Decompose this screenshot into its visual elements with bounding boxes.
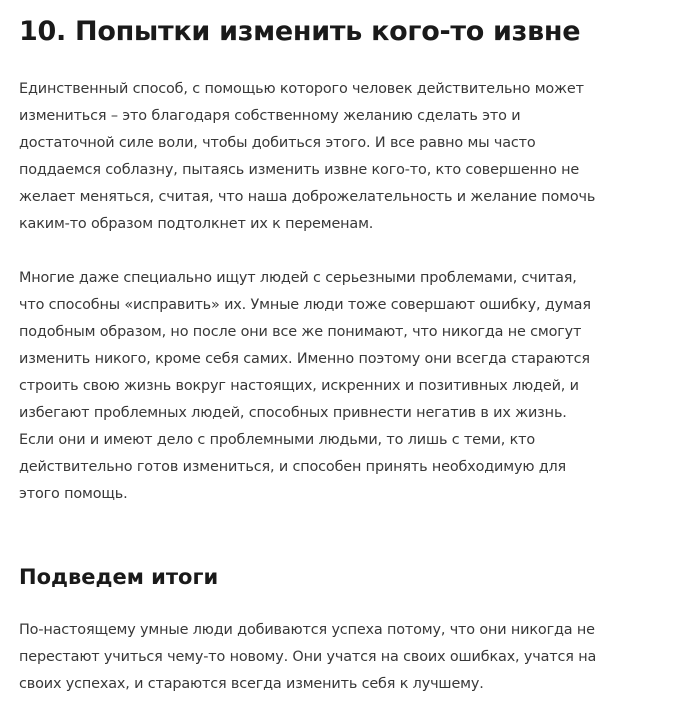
paragraph-line: своих успехах, и стараются всегда изменить себя к лучшему.: [19, 676, 484, 692]
paragraph-line: каким-то образом подтолкнет их к переменам.: [19, 216, 374, 232]
paragraph: [19, 617, 596, 698]
paragraph-line: поддаемся соблазну, пытаясь изменить извне кого-то, кто совершенно не: [19, 162, 580, 178]
paragraph: [19, 76, 595, 238]
section-heading: 10. Попытки изменить кого-то извне: [19, 16, 581, 47]
paragraph-line: подобным образом, но после они все же понимают, что никогда не смогут: [19, 324, 582, 340]
paragraph-line: строить свою жизнь вокруг настоящих, искренних и позитивных людей, и: [19, 378, 579, 394]
paragraph-line: достаточной силе воли, чтобы добиться этого. И все равно мы часто: [19, 135, 536, 151]
paragraph-line: измениться – это благодаря собственному желанию сделать это и: [19, 108, 521, 124]
paragraph-line: желает меняться, считая, что наша доброжелательность и желание помочь: [19, 189, 596, 205]
paragraph-line: Если они и имеют дело с проблемными людьми, то лишь с теми, кто: [19, 432, 536, 448]
paragraph-line: этого помощь.: [19, 486, 128, 502]
paragraph-line: действительно готов измениться, и способен принять необходимую для: [19, 459, 567, 475]
paragraph-line: По-настоящему умные люди добиваются успеха потому, что они никогда не: [19, 622, 595, 638]
paragraph-line: что способны «исправить» их. Умные люди тоже совершают ошибку, думая: [19, 297, 591, 313]
paragraph-line: Многие даже специально ищут людей с серьезными проблемами, считая,: [19, 270, 577, 286]
paragraph-line: перестают учиться чему-то новому. Они учатся на своих ошибках, учатся на: [19, 649, 597, 665]
paragraph-line: изменить никого, кроме себя самих. Именно поэтому они всегда стараются: [19, 351, 590, 367]
paragraph-line: избегают проблемных людей, способных привнести негатив в их жизнь.: [19, 405, 567, 421]
summary-heading: Подведем итоги: [19, 565, 219, 589]
paragraph: [19, 265, 591, 508]
paragraph-line: Единственный способ, с помощью которого человек действительно может: [19, 81, 584, 97]
